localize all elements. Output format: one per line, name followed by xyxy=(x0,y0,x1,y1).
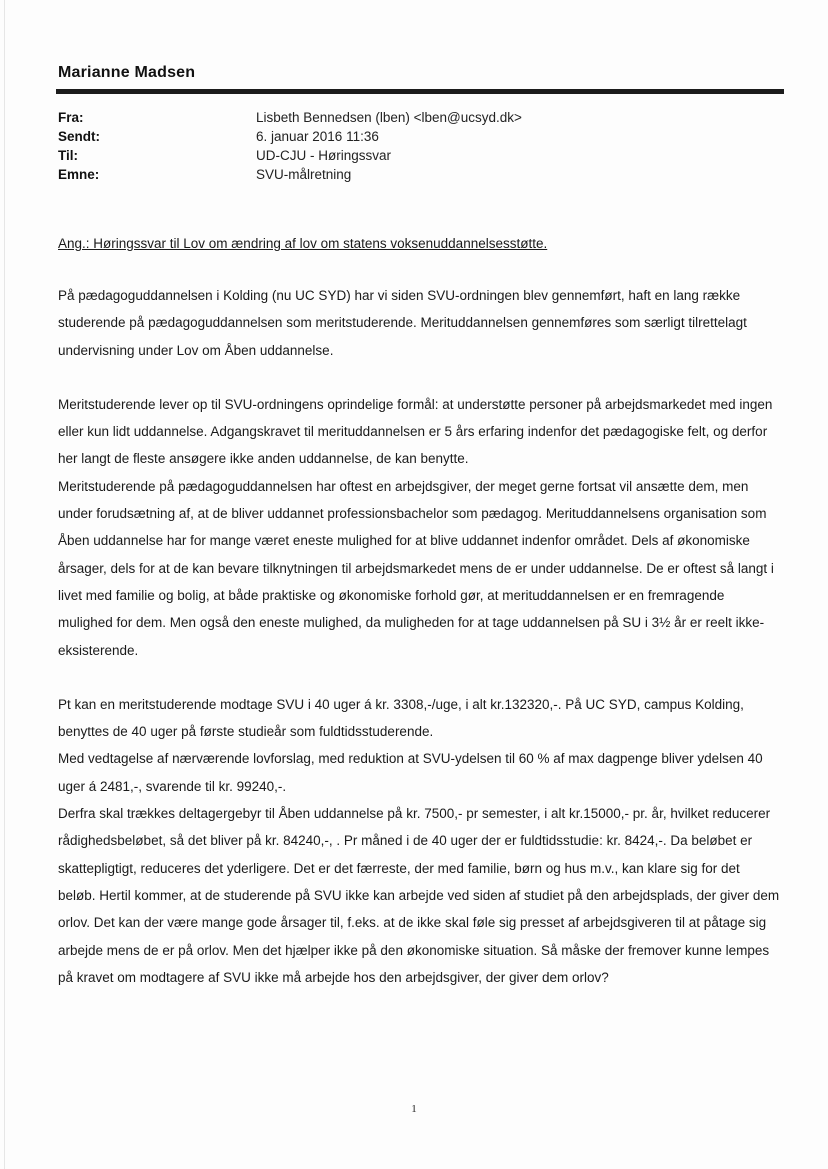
paragraph-gap xyxy=(58,364,780,391)
subject-line: Ang.: Høringssvar til Lov om ændring af lov om statens voksenuddannelsesstøtte. xyxy=(58,236,548,251)
to-label: Til: xyxy=(58,148,78,163)
page-number: 1 xyxy=(411,1103,417,1115)
meta-row-subject xyxy=(58,165,758,184)
email-meta-block xyxy=(58,108,758,184)
paragraph-1: På pædagoguddannelsen i Kolding (nu UC SYD) har vi siden SVU-ordningen blev gennemført, haft en lang række studerende på pædagoguddannelsen som meritstuderende. Merituddannelsen gennemføres som særligt tilrettelagt undervisning under Lov om Åben uddannelse. xyxy=(58,288,747,358)
sender-name-heading: Marianne Madsen xyxy=(58,64,196,81)
letter-body xyxy=(58,282,780,991)
meta-row-from xyxy=(58,108,758,127)
sent-value: 6. januar 2016 11:36 xyxy=(256,129,379,144)
paragraph-gap xyxy=(58,664,780,691)
sent-label: Sendt: xyxy=(58,129,100,144)
from-label: Fra: xyxy=(58,110,84,125)
paragraph-6: Derfra skal trækkes deltagergebyr til Åben uddannelse på kr. 7500,- pr semester, i alt kr.15000,- pr. år, hvilket reducerer rådighedsbeløbet, så det bliver på kr. 84240,-, . Pr måned i de 40 uger der er fuldtidsstudie: kr. 8424,-. Da beløbet er skattepligtigt, reduceres det yderligere. Det er det færreste, der med familie, børn og hus m.v., kan klare sig for det beløb. Hertil kommer, at de studerende på SVU ikke kan arbejde ved siden af studiet på den arbejdsplads, der giver dem orlov. Det kan der være mange gode årsager til, f.eks. at de ikke skal føle sig presset af arbejdsgiveren til at påtage sig arbejde mens de er på orlov. Men det hjælper ikke på den økonomiske situation. Så måske der fremover kunne lempes på kravet om modtagere af SVU ikke må arbejde hos den arbejdsgiver, der giver dem orlov? xyxy=(58,806,780,985)
to-value: UD-CJU - Høringssvar xyxy=(256,148,391,163)
meta-row-sent xyxy=(58,127,758,146)
meta-row-to xyxy=(58,146,758,165)
header-divider xyxy=(56,89,784,94)
subject-label: Emne: xyxy=(58,167,100,182)
subject-value: SVU-målretning xyxy=(256,167,352,182)
paragraph-4: Pt kan en meritstuderende modtage SVU i 40 uger á kr. 3308,-/uge, i alt kr.132320,-. På UC SYD, campus Kolding, benyttes de 40 uger på første studieår som fuldtidsstuderende. xyxy=(58,696,744,740)
paragraph-5: Med vedtagelse af nærværende lovforslag, med reduktion at SVU-ydelsen til 60 % af max dagpenge bliver ydelsen 40 uger á 2481,-, svarende til kr. 99240,-. xyxy=(58,751,763,794)
paragraph-2: Meritstuderende lever op til SVU-ordningens oprindelige formål: at understøtte personer på arbejdsmarkedet med ingen eller kun lidt uddannelse. Adgangskravet til merituddannelsen er 5 års erfaring indenfor det pædagogiske felt, og derfor her langt de fleste ansøgere ikke anden uddannelse, de kan benytte. xyxy=(58,396,773,467)
scan-edge-line xyxy=(4,0,5,1169)
from-value: Lisbeth Bennedsen (lben) <lben@ucsyd.dk> xyxy=(256,110,522,125)
paragraph-3: Meritstuderende på pædagoguddannelsen har oftest en arbejdsgiver, der meget gerne fortsat vil ansætte dem, men under forudsætning af, at de bliver uddannet professionsbachelor som pædagog. Merituddannelsens organisation som Åben uddannelse har for mange været eneste mulighed for at blive uddannet indenfor området. Dels af økonomiske årsager, dels for at de kan bevare tilknytningen til arbejdsmarkedet mens de er under uddannelse. De er oftest så langt i livet med familie og bolig, at både praktiske og økonomiske forhold gør, at merituddannelsen er en fremragende mulighed for dem. Men også den eneste mulighed, da muligheden for at tage uddannelsen på SU i 3½ år er reelt ikke-eksisterende. xyxy=(58,478,774,658)
